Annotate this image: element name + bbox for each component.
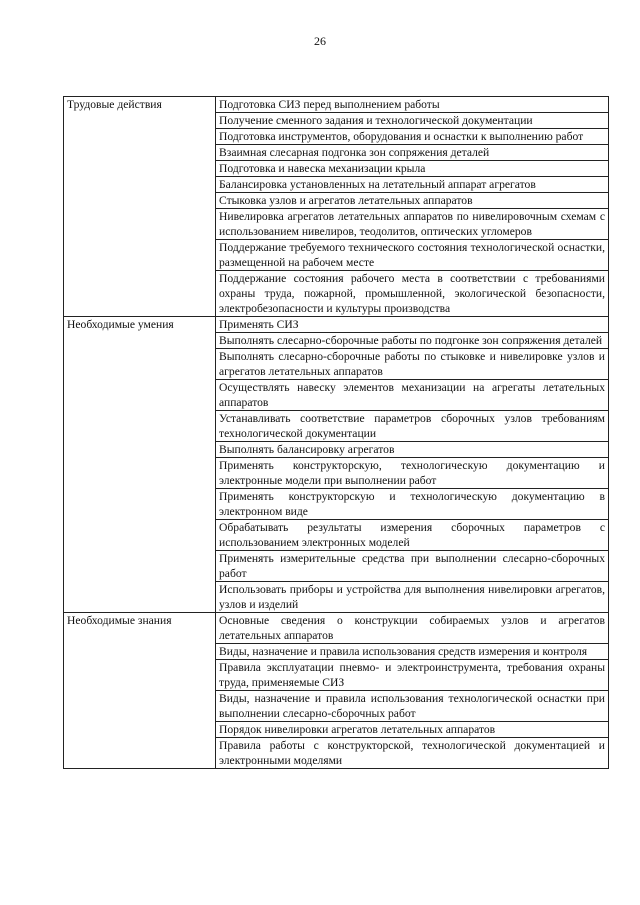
page-number: 26	[314, 34, 326, 48]
list-item: Применять измерительные средства при выполнении слесарно-сборочных работ	[216, 551, 609, 582]
section-label-empty	[64, 177, 216, 193]
list-item: Нивелировка агрегатов летательных аппаратов по нивелировочным схемам с использованием нивелиров, теодолитов, оптических угломеров	[216, 209, 609, 240]
section-label-empty	[64, 582, 216, 613]
table-row	[64, 442, 609, 458]
list-item: Поддержание требуемого технического состояния технологической оснастки, размещенной на рабочем месте	[216, 240, 609, 271]
section-label-empty	[64, 691, 216, 722]
list-item: Применять СИЗ	[216, 317, 609, 333]
section-label-empty	[64, 489, 216, 520]
table-row	[64, 161, 609, 177]
list-item: Выполнять слесарно-сборочные работы по подгонке зон сопряжения деталей	[216, 333, 609, 349]
table-row	[64, 240, 609, 271]
list-item: Использовать приборы и устройства для выполнения нивелировки агрегатов, узлов и изделий	[216, 582, 609, 613]
table-row	[64, 317, 609, 333]
list-item: Подготовка инструментов, оборудования и оснастки к выполнению работ	[216, 129, 609, 145]
table-row	[64, 380, 609, 411]
section-label-empty	[64, 458, 216, 489]
section-label-empty	[64, 411, 216, 442]
section-label-empty	[64, 240, 216, 271]
section-label-empty	[64, 161, 216, 177]
table-row	[64, 193, 609, 209]
list-item: Поддержание состояния рабочего места в соответствии с требованиями охраны труда, пожарной, промышленной, экологической безопасности, электробезопасности и культуры производства	[216, 271, 609, 317]
section-label-empty	[64, 722, 216, 738]
list-item: Стыковка узлов и агрегатов летательных аппаратов	[216, 193, 609, 209]
table-row	[64, 113, 609, 129]
table-row	[64, 458, 609, 489]
list-item: Применять конструкторскую и технологическую документацию в электронном виде	[216, 489, 609, 520]
list-item: Виды, назначение и правила использования средств измерения и контроля	[216, 644, 609, 660]
section-label-empty	[64, 333, 216, 349]
list-item: Выполнять балансировку агрегатов	[216, 442, 609, 458]
labor-functions-table	[63, 96, 609, 769]
table-row	[64, 209, 609, 240]
section-label-empty	[64, 644, 216, 660]
section-label-empty	[64, 349, 216, 380]
section-label: Необходимые знания	[64, 613, 216, 644]
list-item: Виды, назначение и правила использования технологической оснастки при выполнении слесарно-сборочных работ	[216, 691, 609, 722]
table-row	[64, 349, 609, 380]
table-row	[64, 271, 609, 317]
section-label-empty	[64, 660, 216, 691]
table-row	[64, 613, 609, 644]
list-item: Выполнять слесарно-сборочные работы по стыковке и нивелировке узлов и агрегатов летательных аппаратов	[216, 349, 609, 380]
table-row	[64, 97, 609, 113]
section-label-empty	[64, 551, 216, 582]
list-item: Порядок нивелировки агрегатов летательных аппаратов	[216, 722, 609, 738]
section-label-empty	[64, 129, 216, 145]
table-row	[64, 333, 609, 349]
section-label-empty	[64, 738, 216, 769]
list-item: Взаимная слесарная подгонка зон сопряжения деталей	[216, 145, 609, 161]
table-row	[64, 722, 609, 738]
section-label-empty	[64, 209, 216, 240]
table-body	[64, 97, 609, 769]
list-item: Получение сменного задания и технологической документации	[216, 113, 609, 129]
list-item: Применять конструкторскую, технологическую документацию и электронные модели при выполнении работ	[216, 458, 609, 489]
table-row	[64, 738, 609, 769]
list-item: Устанавливать соответствие параметров сборочных узлов требованиям технологической документации	[216, 411, 609, 442]
list-item: Правила работы с конструкторской, технологической документацией и электронными моделями	[216, 738, 609, 769]
section-label: Необходимые умения	[64, 317, 216, 333]
table-row	[64, 644, 609, 660]
list-item: Основные сведения о конструкции собираемых узлов и агрегатов летательных аппаратов	[216, 613, 609, 644]
list-item: Подготовка и навеска механизации крыла	[216, 161, 609, 177]
table-row	[64, 177, 609, 193]
list-item: Осуществлять навеску элементов механизации на агрегаты летательных аппаратов	[216, 380, 609, 411]
section-label-empty	[64, 113, 216, 129]
table-row	[64, 129, 609, 145]
list-item: Балансировка установленных на летательный аппарат агрегатов	[216, 177, 609, 193]
table-row	[64, 411, 609, 442]
section-label-empty	[64, 193, 216, 209]
section-label-empty	[64, 145, 216, 161]
table-row	[64, 520, 609, 551]
section-label-empty	[64, 271, 216, 317]
list-item: Правила эксплуатации пневмо- и электроинструмента, требования охраны труда, применяемые СИЗ	[216, 660, 609, 691]
table-row	[64, 551, 609, 582]
table-row	[64, 145, 609, 161]
table-row	[64, 489, 609, 520]
section-label-empty	[64, 442, 216, 458]
table-row	[64, 582, 609, 613]
list-item: Подготовка СИЗ перед выполнением работы	[216, 97, 609, 113]
section-label-empty	[64, 380, 216, 411]
table-row	[64, 691, 609, 722]
table-row	[64, 660, 609, 691]
list-item: Обрабатывать результаты измерения сборочных параметров с использованием электронных моделей	[216, 520, 609, 551]
section-label-empty	[64, 520, 216, 551]
section-label: Трудовые действия	[64, 97, 216, 113]
